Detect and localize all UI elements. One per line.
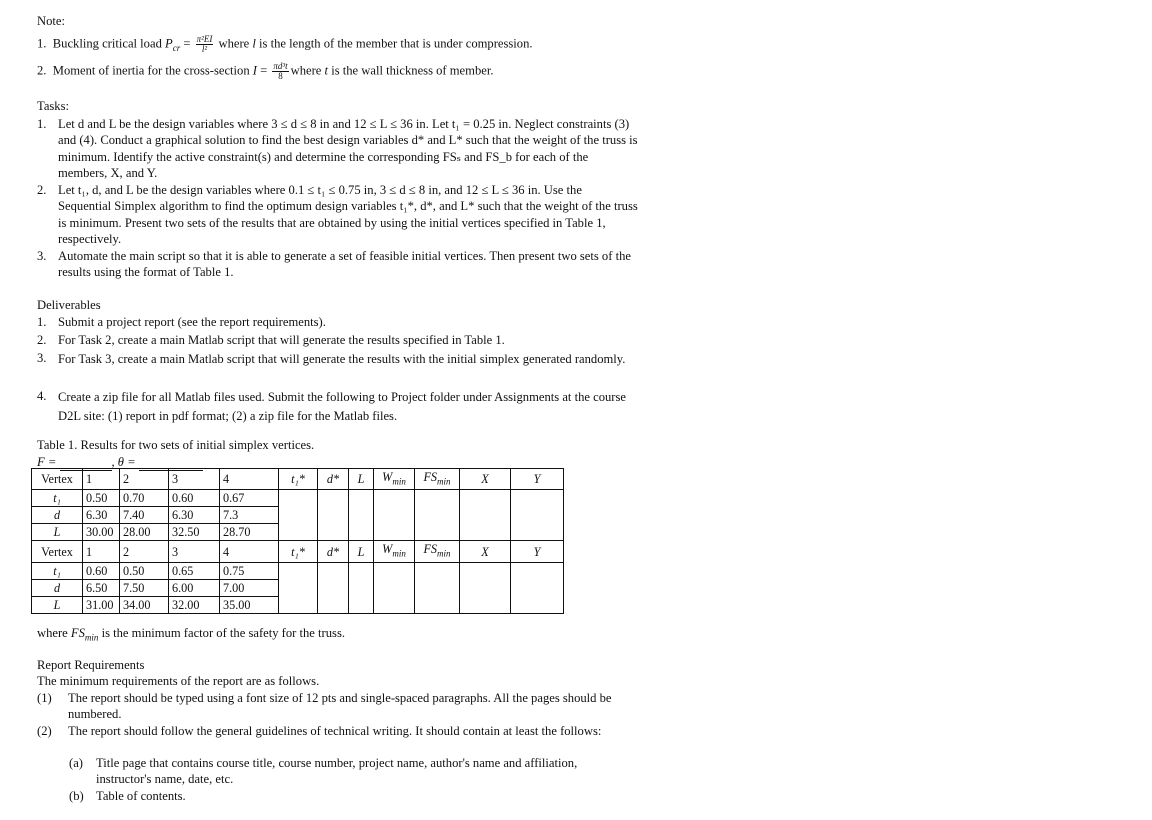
result-cell: [415, 562, 460, 613]
buckling-fraction: $\frac{\text{π²EI}}{\text{l²}}$: [196, 34, 213, 54]
table-row: Vertex 1 2 3 4 t₁* d* L $W_{min}$ $FS_{min}$ X Y: [32, 541, 564, 562]
result-cell: [374, 562, 415, 613]
result-cell: [318, 490, 349, 541]
result-cell: [460, 490, 511, 541]
table-f-theta-line: F = , θ =: [37, 454, 203, 471]
result-cell: [511, 562, 564, 613]
result-cell: [279, 562, 318, 613]
table-row: L 31.00 34.00 32.00 35.00: [32, 596, 564, 613]
result-cell: [349, 490, 374, 541]
note-item-1-num: 1.: [37, 36, 47, 51]
result-cell: [349, 562, 374, 613]
table-row: t₁ 0.50 0.70 0.60 0.67: [32, 490, 564, 507]
note-heading: Note:: [37, 14, 65, 28]
table-row: t₁ 0.60 0.50 0.65 0.75: [32, 562, 564, 579]
report-heading: Report Requirements: [37, 658, 145, 672]
results-table: [31, 468, 564, 614]
result-cell: [318, 562, 349, 613]
result-cell: [279, 490, 318, 541]
result-cell: [374, 490, 415, 541]
document-page: Note: 1. Buckling critical load $P_{cr}$ = $\frac{\text{π²EI}}{\text{l²}}$ where l is the length of the member that is under compression. 2. Moment of inertia for the cross-section I = $\frac{\text{πd³t}}{8}$ where t is the wall thickness of member. Tasks: 1. Let d and L be the design variables where 3 ≤ d ≤ 8 in and 12 ≤ L ≤ 36 in. Let t₁ = 0.25 in. Neglect constraints (3) and (4). Conduct a graphical solution to find the best design variables d* and L* such that the weight of the truss is minimum. Identify the active constraint(s) and determine the corresponding FSₛ and FS_b for each of the members, X, and Y. 2. Let t₁, d, and L be the design variables where 0.1 ≤ t₁ ≤ 0.75 in, 3 ≤ d ≤ 8 in, and 12 ≤ L ≤ 36 in. Use the Sequential Simplex algorithm to find the optimum design variables t₁*, d*, and L* such that the weight of the truss is minimum. Present two sets of the results that are obtained by using the initial vertices specified in Table 1, respectively. 3. Automate the main script so that it is able to generate a set of feasible initial vertices. Then present two sets of the results using the format of Table 1. Deliverables 1. Submit a project report (see the report requirements). 2. For Task 2, create a main Matlab script that will generate the results specified in Table 1. 3. For Task 3, create a main Matlab script that will generate the results with the initial simplex generated randomly. 4. Create a zip file for all Matlab files used. Submit the following to Project folder under Assignments at the course D2L site: (1) report in pdf format; (2) a zip file for the Matlab files. Table 1. Results for two sets of initial simplex vertices. F = , θ = Vertex 1 2 3 4 t₁* d* L $W_{min}$ $FS_{min}$ X Y t₁ 0.50 0.70 0.60 0.67 d 6.30 7.40 6.30 7.3 L 30.00 28.00 32.50 28.70 Vertex 1 2 3 4 t₁* d* L $W_{min}$ $FS_{min}$ X Y t₁ 0.60 0.50 0.65 0.75 d 6.50 7.50 6.00 7.00 L 31.00 34.00 32.00 35.00 where $FS_{min}$ is the minimum factor of the safety for the truss. Report Requirements The minimum requirements of the report are as follows. (1) The report should be typed using a font size of 12 pts and single-spaced paragraphs. All the pages should be numbered. (2) The report should follow the general guidelines of technical writing. It should contain at least the follows: (a) Title page that contains course title, course number, project name, author's name and affiliation, instructor's name, date, etc. (b) Table of contents.: [0, 0, 1152, 820]
deliverables-heading: Deliverables: [37, 298, 101, 312]
note-item-2-num: 2.: [37, 63, 47, 78]
table-row: Vertex 1 2 3 4 t₁* d* L $W_{min}$ $FS_{min}$ X Y: [32, 469, 564, 490]
result-cell: [460, 562, 511, 613]
fs-min-definition: where $FS_{min}$ is the minimum factor of the safety for the truss.: [37, 626, 345, 643]
result-cell: [511, 490, 564, 541]
table-row: d 6.50 7.50 6.00 7.00: [32, 579, 564, 596]
tasks-heading: Tasks:: [37, 99, 70, 113]
inertia-fraction: $\frac{\text{πd³t}}{8}$: [273, 61, 288, 81]
note-item-2: 2. Moment of inertia for the cross-section I = $\frac{\text{πd³t}}{8}$ where t is the wall thickness of member.: [37, 61, 494, 81]
result-cell: [415, 490, 460, 541]
table-row: L 30.00 28.00 32.50 28.70: [32, 524, 564, 541]
table-row: d 6.30 7.40 6.30 7.3: [32, 507, 564, 524]
report-intro: The minimum requirements of the report are as follows.: [37, 674, 320, 688]
table-caption: Table 1. Results for two sets of initial simplex vertices.: [37, 438, 315, 452]
note-item-1: 1. Buckling critical load $P_{cr}$ = $\frac{\text{π²EI}}{\text{l²}}$ where l is the length of the member that is under compression.: [37, 34, 533, 54]
